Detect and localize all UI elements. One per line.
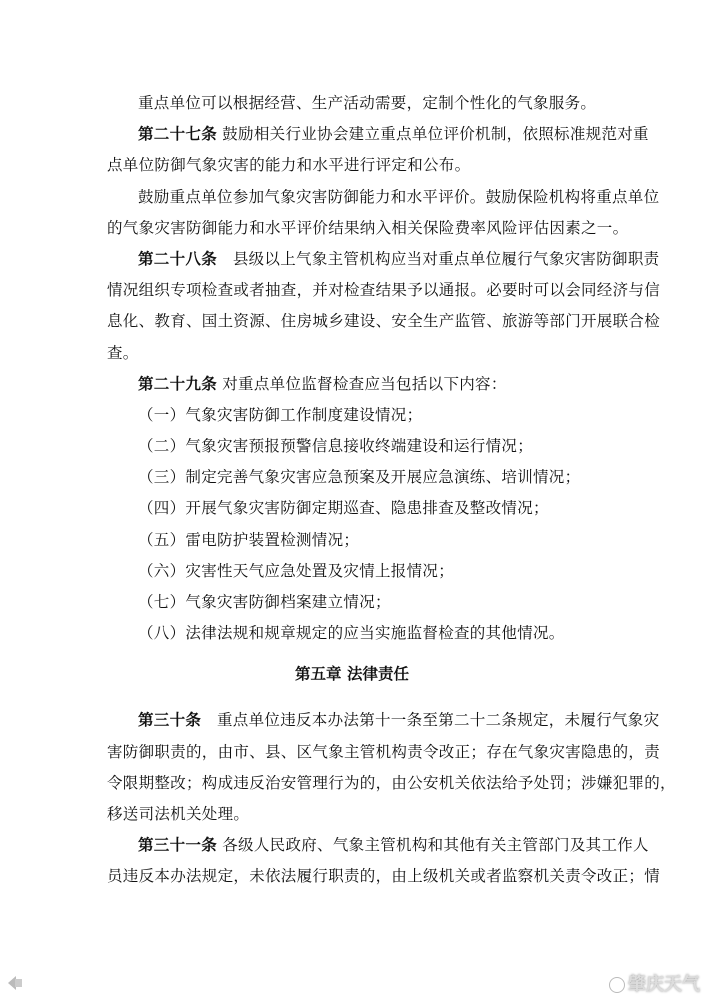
paragraph bbox=[107, 431, 607, 462]
document-body bbox=[107, 88, 676, 893]
text-line bbox=[107, 618, 607, 649]
text-line bbox=[107, 88, 607, 119]
line-text: 重点单位违反本办法第十一条至第二十二条规定，未履行气象灾 bbox=[201, 711, 660, 730]
text-line bbox=[107, 737, 661, 768]
text-line bbox=[107, 400, 607, 431]
line-text: （七）气象灾害防御档案建立情况； bbox=[138, 593, 391, 611]
line-text: 重点单位可以根据经营、生产活动需要，定制个性化的气象服务。 bbox=[138, 94, 597, 112]
line-text: 令限期整改；构成违反治安管理行为的，由公安机关依法给予处罚；涉嫌犯罪的， bbox=[107, 773, 676, 792]
text-line bbox=[107, 119, 649, 150]
text-line bbox=[107, 369, 607, 400]
watermark: 肇庆天气 bbox=[609, 970, 700, 996]
article-number: 第二十八条 bbox=[138, 249, 218, 268]
paragraph bbox=[107, 525, 607, 556]
line-text: 员违反本办法规定，未依法履行职责的，由上级机关或者监察机关责令改正；情 bbox=[107, 867, 661, 886]
paragraph bbox=[107, 493, 607, 524]
chapter-title: 第五章 法律责任 bbox=[295, 665, 409, 684]
line-text: （五）雷电防护装置检测情况； bbox=[138, 530, 360, 549]
article-paragraph bbox=[107, 244, 661, 369]
text-line bbox=[107, 493, 607, 524]
line-text: （四）开展气象灾害防御定期巡查、隐患排查及整改情况； bbox=[138, 499, 549, 518]
line-text: 害防御职责的，由市、县、区气象主管机构责令改正；存在气象灾害隐患的，责 bbox=[107, 742, 661, 761]
article-number: 第二十九条 bbox=[138, 374, 218, 393]
paragraph bbox=[107, 182, 660, 244]
text-line bbox=[107, 705, 660, 736]
back-arrow-icon[interactable] bbox=[8, 976, 16, 990]
line-text: 情况组织专项检查或者抽查，并对检查结果予以通报。必要时可以会同经济与信 bbox=[107, 281, 661, 300]
article-paragraph bbox=[107, 119, 649, 181]
text-line bbox=[107, 213, 629, 244]
article-number: 第三十条 bbox=[138, 711, 202, 730]
text-line bbox=[107, 275, 661, 306]
line-text: 县级以上气象主管机构应当对重点单位履行气象灾害防御职责 bbox=[217, 249, 660, 268]
line-text: （二）气象灾害预报预警信息接收终端建设和运行情况； bbox=[138, 437, 534, 456]
line-text: 的气象灾害防御能力和水平评价结果纳入相关保险费率风险评估因素之一。 bbox=[107, 218, 629, 237]
article-number: 第三十一条 bbox=[138, 836, 218, 855]
paragraph bbox=[107, 587, 607, 618]
text-line bbox=[107, 150, 607, 181]
paragraph bbox=[107, 88, 607, 119]
line-text: 各级人民政府、气象主管机构和其他有关主管部门及其工作人 bbox=[217, 836, 649, 855]
line-text: 鼓励相关行业协会建立重点单位评价机制，依照标准规范对重 bbox=[217, 125, 649, 144]
article-paragraph bbox=[107, 830, 661, 892]
line-text: （三）制定完善气象灾害应急预案及开展应急演练、培训情况； bbox=[138, 468, 581, 487]
text-line bbox=[107, 462, 607, 493]
article-paragraph bbox=[107, 369, 607, 400]
line-text: 鼓励重点单位参加气象灾害防御能力和水平评价。鼓励保险机构将重点单位 bbox=[138, 187, 660, 206]
weibo-icon bbox=[609, 977, 625, 993]
text-line bbox=[107, 556, 607, 587]
text-line bbox=[107, 306, 661, 337]
paragraph bbox=[107, 618, 607, 649]
line-text: （八）法律法规和规章规定的应当实施监督检查的其他情况。 bbox=[138, 624, 565, 643]
paragraph bbox=[107, 556, 607, 587]
line-text: 对重点单位监督检查应当包括以下内容： bbox=[217, 374, 507, 393]
line-text: （一）气象灾害防御工作制度建设情况； bbox=[138, 405, 423, 424]
text-line bbox=[107, 244, 660, 275]
paragraph bbox=[107, 400, 607, 431]
line-text: 息化、教育、国土资源、住房城乡建设、安全生产监管、旅游等部门开展联合检 bbox=[107, 312, 661, 331]
text-line bbox=[107, 830, 649, 861]
text-line bbox=[107, 338, 607, 369]
text-line bbox=[107, 587, 607, 618]
text-line bbox=[107, 525, 607, 556]
line-text: 点单位防御气象灾害的能力和水平进行评定和公布。 bbox=[107, 156, 471, 175]
article-paragraph bbox=[107, 705, 676, 830]
text-line bbox=[107, 431, 607, 462]
article-number: 第二十七条 bbox=[138, 125, 218, 144]
line-text: 查。 bbox=[107, 343, 139, 362]
line-text: 移送司法机关处理。 bbox=[107, 804, 250, 823]
text-line bbox=[107, 768, 676, 799]
text-line bbox=[107, 861, 661, 892]
line-text: （六）灾害性天气应急处置及灾情上报情况； bbox=[138, 561, 455, 580]
paragraph bbox=[107, 462, 607, 493]
text-line bbox=[107, 799, 607, 830]
text-line bbox=[107, 182, 660, 213]
